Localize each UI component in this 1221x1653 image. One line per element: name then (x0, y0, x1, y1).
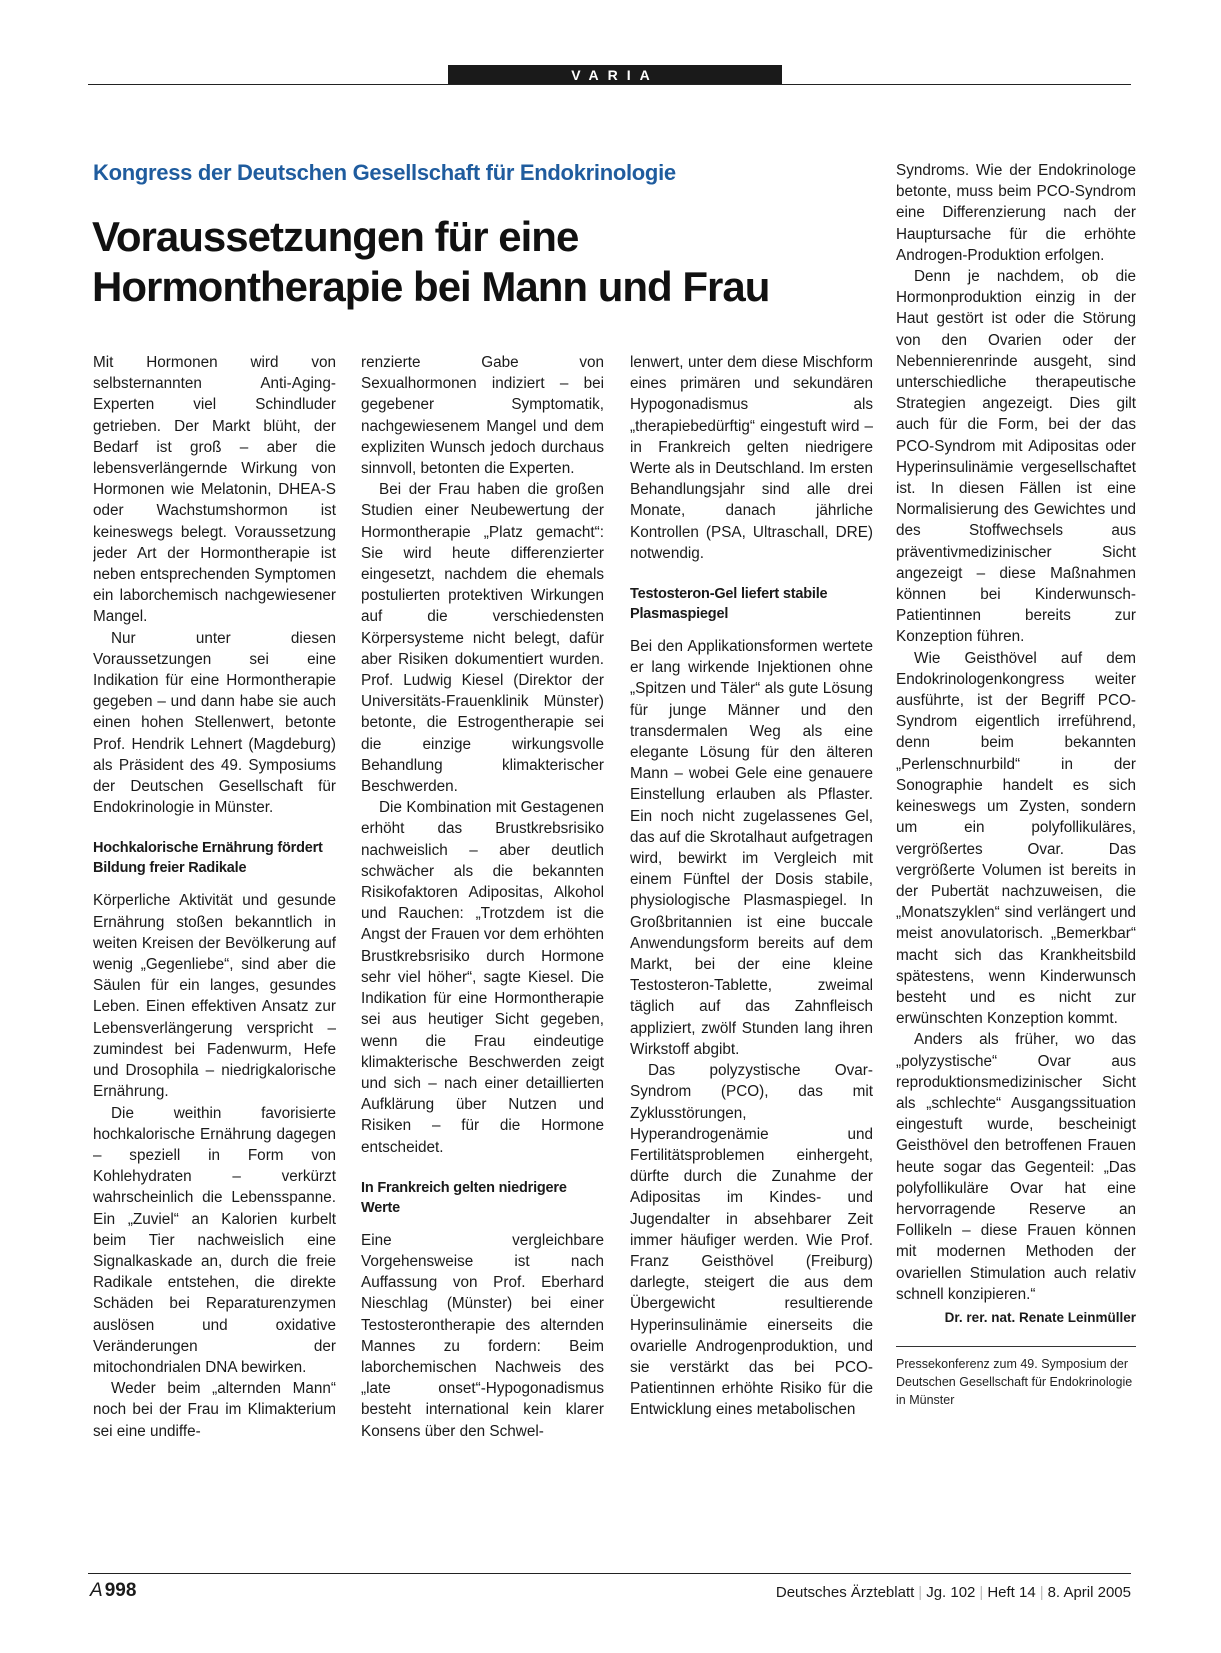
journal-name: Deutsches Ärzteblatt (775, 1584, 915, 1601)
paragraph: Körperliche Aktivität und gesunde Ernährung stoßen bekanntlich in weiten Kreisen der Bevölkerung auf wenig „Gegenliebe“, sind aber die Säulen für ein langes, gesundes Leben. Einen effektiven Ansatz zur Lebensverlängerung verspricht – zumindest bei Fadenwurm, Hefe und Drosophila – niedrigkalorische Ernährung. (93, 892, 336, 1101)
column-3 (630, 352, 873, 1472)
separator: | (979, 1584, 984, 1601)
footer-rule (88, 1573, 1131, 1574)
kicker: Kongress der Deutschen Gesellschaft für Endokrinologie (93, 160, 676, 185)
paragraph: lenwert, unter dem diese Mischform eines primären und sekundären Hypogonadismus als „therapiebedürftig“ eingestuft wird – in Frankreich gelten niedrigere Werte als in Deutschland. Im ersten Behandlungsjahr sind alle drei Monate, danach jährliche Kontrollen (PSA, Ultraschall, DRE) notwendig. (630, 354, 873, 562)
author-byline: Dr. rer. nat. Renate Leinmüller (944, 1309, 1136, 1325)
paragraph: renzierte Gabe von Sexualhormonen indiziert – bei gegebener Symptomatik, nachgewiesenem Mangel und dem expliziten Wunsch jedoch durchaus sinnvoll, betonten die Experten. (361, 354, 604, 478)
paragraph: Die weithin favorisierte hochkalorische Ernährung dagegen – speziell in Form von Kohlehydraten – verkürzt wahrscheinlich die Lebensspanne. Ein „Zuviel“ an Kalorien kurbelt beim Tier nachweislich eine Signalkaskade an, durch die freie Radikale entstehen, die direkte Schäden bei Reparaturenzymen auslösen und oxidative Veränderungen der mitochondrialen DNA bewirken. (93, 1104, 336, 1376)
paragraph: Nur unter diesen Voraussetzungen sei eine Indikation für eine Hormontherapie gegeben – und dann habe sie auch einen hohen Stellenwert, betonte Prof. Hendrik Lehnert (Magdeburg) als Präsident des 49. Symposiums der Deutschen Gesellschaft für Endokrinologie in Münster. (93, 629, 336, 817)
paragraph: Denn je nachdem, ob die Hormonproduktion einzig in der Haut gestört ist oder die Störung von den Ovarien oder der Nebennierenrinde ausgeht, sind unterschiedliche therapeutische Strategien angezeigt. Dies gilt auch für die Form, bei der das PCO-Syndrom mit Adipositas oder Hyperinsulinämie vergesellschaftet ist. In diesen Fällen ist eine Normalisierung des Gewichtes und des Stoffwechsels aus präventivmedizinischer Sicht angezeigt – diese Maßnahmen können bei Kinderwunsch-Patientinnen bereits zur Konzeption führen. (896, 268, 1136, 646)
paragraph: Weder beim „alternden Mann“ noch bei der Frau im Klimakterium sei eine undiffe- (93, 1380, 336, 1440)
paragraph: Bei der Frau haben die großen Studien einer Neubewertung der Hormontherapie „Platz gemacht“: Sie wird heute differenzierter eingesetzt, nachdem die ehemals postulierten protektiven Wirkungen auf die verschiedensten Körpersysteme nicht belegt, dafür aber Risiken dokumentiert wurden. Prof. Ludwig Kiesel (Direktor der Universitäts-Frauenklinik Münster) betonte, die Estrogentherapie sei die einzige wirkungsvolle Behandlung klimakterischer Beschwerden. (361, 481, 604, 796)
page-number-value: 998 (104, 1580, 137, 1601)
footnote-rule (896, 1346, 1136, 1347)
paragraph: Mit Hormonen wird von selbsternannten Anti-Aging-Experten viel Schindluder getrieben. Der Markt blüht, der Bedarf ist groß – aber die lebensverlängernde Wirkung von Hormonen wie Melatonin, DHEA-S oder Wachstumshormon ist keineswegs belegt. Voraussetzung jeder Art der Hormontherapie ist neben entsprechenden Symptomen ein laborchemisch nachgewiesener Mangel. (93, 354, 336, 626)
separator: | (1039, 1584, 1044, 1601)
paragraph: Das polyzystische Ovar-Syndrom (PCO), das mit Zyklusstörungen, Hyperandrogenämie und Fertilitätsproblemen einhergeht, dürfte durch die Zunahme der Adipositas im Kindes- und Jugendalter in absehbarer Zeit immer häufiger werden. Wie Prof. Franz Geisthövel (Freiburg) darlegte, steigert die aus dem Übergewicht resultierende Hyperinsulinämie einerseits die ovarielle Androgenproduktion, und sie verstärkt das bei PCO-Patientinnen erhöhte Risiko für die Entwicklung eines metabolischen (630, 1062, 873, 1419)
headline: Voraussetzungen für eine Hormontherapie bei Mann und Frau (92, 213, 770, 310)
journal-volume: Jg. 102 (926, 1584, 976, 1601)
column-2 (361, 352, 604, 1472)
column-1 (93, 352, 336, 1472)
subheading: Testosteron-Gel liefert stabile Plasmaspiegel (630, 586, 828, 623)
subheading: In Frankreich gelten niedrigere Werte (361, 1179, 567, 1216)
section-label: VARIA (448, 65, 782, 85)
header-rule (88, 84, 1131, 85)
journal-date: 8. April 2005 (1047, 1584, 1131, 1601)
paragraph: Eine vergleichbare Vorgehensweise ist nach Auffassung von Prof. Eberhard Nieschlag (Münster) bei einer Testosterontherapie des alternden Mannes zu fordern: Beim laborchemischen Nachweis des „late onset“-Hypogonadismus besteht international kein klarer Konsens über den Schwel- (361, 1231, 604, 1440)
subheading: Hochkalorische Ernährung fördert Bildung freier Radikale (93, 840, 323, 877)
paragraph: Wie Geisthövel auf dem Endokrinologenkongress weiter ausführte, ist der Begriff PCO-Syndrom eigentlich irreführend, denn beim bekannten „Perlenschnurbild“ in der Sonographie handelt es sich keineswegs um Zysten, sondern um ein polyfollikuläres, vergrößertes Ovar. Das vergrößerte Volumen ist bereits in der Pubertät nachzuweisen, die „Monatszyklen“ sind verlängert und meist anovulatorisch. „Bemerkbar“ macht sich das Krankheitsbild spätestens, wenn Kinderwunsch besteht und es nicht zur erwünschten Konzeption kommt. (896, 649, 1136, 1028)
page-prefix: A (90, 1580, 103, 1601)
column-4 (896, 160, 1136, 1475)
journal-info (776, 1584, 1131, 1601)
paragraph: Anders als früher, wo das „polyzystische“ Ovar aus reproduktionsmedizinischer Sicht als „schlechte“ Ausgangssituation eingestuft wurde, bescheinigt Geisthövel den betroffenen Frauen heute sogar das Gegenteil: „Das polyfollikuläre Ovar hat eine hervorragende Reserve an Follikeln – diese Frauen können mit modernen Methoden der ovariellen Stimulation auch relativ schnell konzipieren.“ (896, 1031, 1136, 1303)
footnote: Pressekonferenz zum 49. Symposium der Deutschen Gesellschaft für Endokrinologie in Münster (896, 1357, 1133, 1408)
separator: | (918, 1584, 923, 1601)
paragraph: Bei den Applikationsformen wertete er lang wirkende Injektionen ohne „Spitzen und Täler“ als gute Lösung für junge Männer und den transdermalen Weg als eine elegante Lösung für den älteren Mann – wobei Gele eine genauere Einstellung erlauben als Pflaster. Ein noch nicht zugelassenes Gel, das auf die Skrotalhaut aufgetragen wird, bewirkt im Vergleich mit einem Fünftel der Dosis stabile, physiologische Plasmaspiegel. In Großbritannien ist eine buccale Anwendungsform bereits auf dem Markt, bei der eine kleine Testosteron-Tablette, zweimal täglich auf das Zahnfleisch appliziert, zwölf Stunden lang ihren Wirkstoff abgibt. (630, 638, 873, 1058)
journal-issue: Heft 14 (987, 1584, 1036, 1601)
paragraph: Die Kombination mit Gestagenen erhöht das Brustkrebsrisiko nachweislich – aber deutlich schwächer als die bekannten Risikofaktoren Adipositas, Alkohol und Rauchen: „Trotzdem ist die Angst der Frauen vor dem erhöhten Brustkrebsrisiko durch Hormone sehr viel höher“, sagte Kiesel. Die Indikation für eine Hormontherapie sei aus heutiger Sicht gegeben, wenn die Frau eindeutige klimakterische Beschwerden zeigt und sich – nach einer detaillierten Aufklärung über Nutzen und Risiken – für die Hormone entscheidet. (361, 799, 604, 1156)
paragraph: Syndroms. Wie der Endokrinologe betonte, muss beim PCO-Syndrom eine Differenzierung nach der Hauptursache für die erhöhte Androgen-Produktion erfolgen. (896, 162, 1136, 264)
page-number (90, 1580, 136, 1602)
